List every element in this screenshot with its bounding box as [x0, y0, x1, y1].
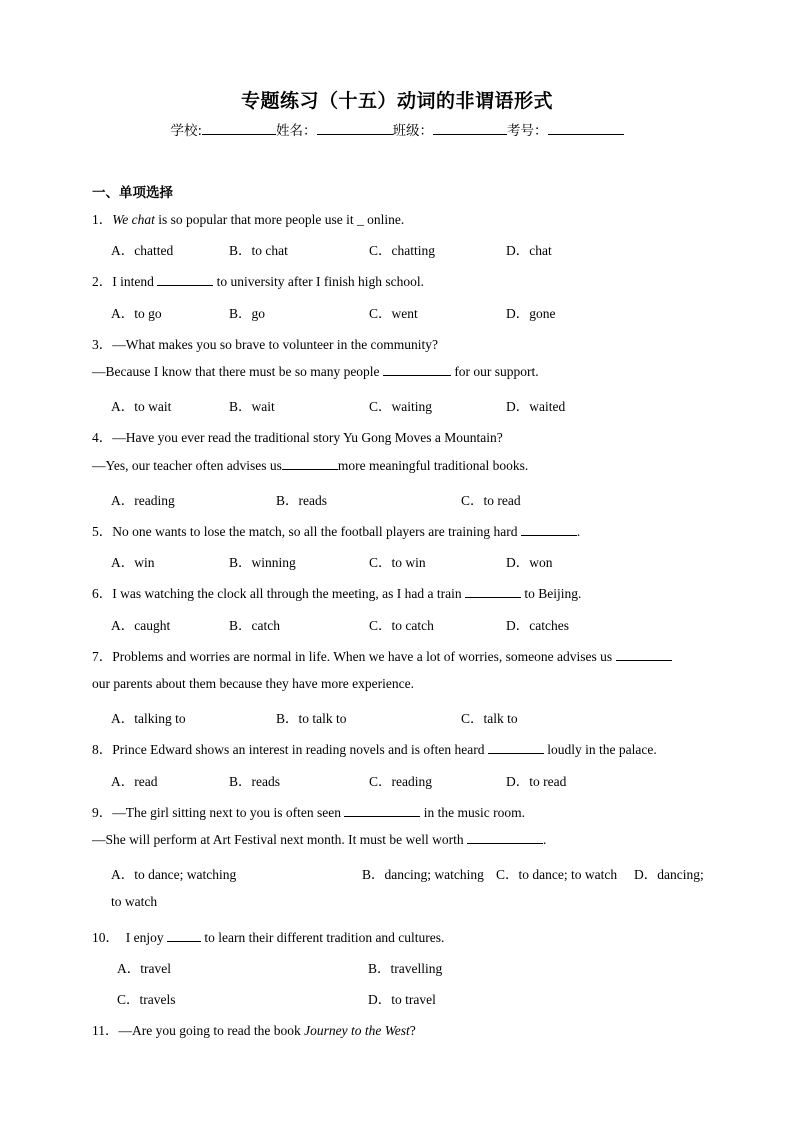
- option-b[interactable]: B．dancing; watching: [362, 867, 484, 882]
- question-number: 9．: [92, 805, 113, 820]
- option-b[interactable]: B．reads: [229, 774, 280, 789]
- class-label: 班级：: [392, 123, 434, 139]
- option-d[interactable]: D．gone: [506, 306, 556, 321]
- name-label: 姓名：: [276, 123, 317, 139]
- question-6: [92, 582, 581, 602]
- option-a[interactable]: A．read: [111, 774, 158, 789]
- answer-blank[interactable]: [521, 524, 577, 536]
- option-c[interactable]: C．waiting: [369, 399, 432, 414]
- option-a[interactable]: A．win: [111, 555, 155, 570]
- answer-blank[interactable]: [157, 274, 213, 286]
- question-text-end: to university after I finish high school.: [213, 274, 424, 289]
- question-9: [92, 801, 525, 821]
- option-d[interactable]: D．dancing;: [634, 867, 704, 882]
- question-text-end: to learn their different tradition and cultures.: [201, 930, 445, 945]
- question-3: [92, 333, 438, 353]
- question-text-end: to Beijing.: [521, 586, 582, 601]
- question-number: 8．: [92, 742, 113, 757]
- question-10: [92, 926, 444, 946]
- question-number: 10．: [92, 930, 119, 945]
- option-a[interactable]: A．to wait: [111, 399, 172, 414]
- question-1: [92, 208, 404, 228]
- question-text: is so popular that more people use it: [154, 212, 357, 227]
- question-number: 11．: [92, 1023, 119, 1038]
- question-7: [92, 645, 672, 665]
- question-text: —Because I know that there must be so many people: [92, 364, 383, 379]
- question-9-line-2: [92, 832, 546, 848]
- option-d[interactable]: D．to read: [506, 774, 567, 789]
- question-number: 2．: [92, 274, 113, 289]
- question-text: I enjoy: [125, 930, 167, 945]
- question-text: —She will perform at Art Festival next month. It must be well worth: [92, 832, 467, 847]
- option-c[interactable]: C．to dance; to watch: [496, 867, 618, 882]
- option-c[interactable]: C．chatting: [369, 243, 435, 258]
- question-number: 1．: [92, 212, 113, 227]
- option-d-continued: to watch: [111, 894, 158, 909]
- option-a[interactable]: A．travel: [117, 961, 171, 976]
- option-d[interactable]: D．chat: [506, 243, 552, 258]
- option-b[interactable]: B．travelling: [368, 961, 443, 976]
- school-label: 学校:: [170, 123, 203, 139]
- question-7-line-2: our parents about them because they have more experience.: [92, 676, 414, 691]
- exam-no-blank[interactable]: [548, 122, 624, 135]
- question-2: [92, 270, 424, 290]
- question-text-end: online.: [363, 212, 405, 227]
- answer-blank[interactable]: _: [356, 212, 364, 227]
- option-d[interactable]: D．waited: [506, 399, 566, 414]
- question-text: —Are you going to read the book: [118, 1023, 305, 1038]
- question-number: 7．: [92, 649, 113, 664]
- question-number: 3．: [92, 337, 113, 352]
- option-a[interactable]: A．reading: [111, 493, 175, 508]
- question-text-end: more meaningful traditional books.: [337, 458, 529, 473]
- question-text: —Yes, our teacher often advises us: [92, 458, 282, 473]
- option-b[interactable]: B．to chat: [229, 243, 288, 258]
- question-11: [92, 1019, 416, 1039]
- option-c[interactable]: C．went: [369, 306, 418, 321]
- option-b[interactable]: B．to talk to: [276, 711, 347, 726]
- option-a[interactable]: A．to dance; watching: [111, 867, 237, 882]
- question-text-end: in the music room.: [420, 805, 525, 820]
- question-8: [92, 738, 657, 758]
- option-a[interactable]: A．talking to: [111, 711, 186, 726]
- question-text-end: .: [576, 524, 581, 539]
- page-title: 专题练习（十五）动词的非谓语形式: [240, 90, 553, 112]
- question-text: I intend: [112, 274, 158, 289]
- option-a[interactable]: A．caught: [111, 618, 171, 633]
- answer-blank[interactable]: [167, 930, 201, 942]
- answer-blank[interactable]: [488, 742, 544, 754]
- answer-blank[interactable]: [383, 364, 451, 376]
- answer-blank[interactable]: [344, 805, 420, 817]
- answer-blank[interactable]: [465, 586, 521, 598]
- question-number: 6．: [92, 586, 113, 601]
- option-d[interactable]: D．catches: [506, 618, 569, 633]
- section-heading: 一、单项选择: [92, 185, 173, 201]
- answer-blank[interactable]: [282, 458, 338, 470]
- question-text: —What makes you so brave to volunteer in the community?: [112, 337, 439, 352]
- option-c[interactable]: C．to catch: [369, 618, 434, 633]
- option-b[interactable]: B．go: [229, 306, 266, 321]
- answer-blank[interactable]: [467, 832, 543, 844]
- option-b[interactable]: B．reads: [276, 493, 327, 508]
- book-title: Journey to the West: [304, 1023, 410, 1038]
- option-c[interactable]: C．travels: [117, 992, 176, 1007]
- class-blank[interactable]: [433, 122, 507, 135]
- option-c[interactable]: C．to win: [369, 555, 426, 570]
- option-b[interactable]: B．wait: [229, 399, 275, 414]
- question-text-end: ?: [409, 1023, 416, 1038]
- name-blank[interactable]: [317, 122, 393, 135]
- option-b[interactable]: B．catch: [229, 618, 280, 633]
- option-c[interactable]: C．to read: [461, 493, 521, 508]
- question-text: —The girl sitting next to you is often seen: [112, 805, 345, 820]
- question-number: 4．: [92, 430, 113, 445]
- question-text: Problems and worries are normal in life. When we have a lot of worries, someone advises us: [112, 649, 616, 664]
- option-a[interactable]: A．chatted: [111, 243, 174, 258]
- exam-no-label: 考号：: [507, 123, 548, 139]
- question-number: 5．: [92, 524, 113, 539]
- option-b[interactable]: B．winning: [229, 555, 296, 570]
- school-blank[interactable]: [202, 122, 276, 135]
- question-text: Prince Edward shows an interest in reading novels and is often heard: [112, 742, 488, 757]
- question-italic-text: We chat: [112, 212, 155, 227]
- student-info-line: [0, 119, 794, 139]
- question-5: [92, 520, 580, 540]
- question-text-end: loudly in the palace.: [543, 742, 657, 757]
- question-4: [92, 426, 503, 446]
- question-text: I was watching the clock all through the meeting, as I had a train: [112, 586, 466, 601]
- question-text-end: for our support.: [450, 364, 539, 379]
- option-c[interactable]: C．reading: [369, 774, 432, 789]
- option-d[interactable]: D．won: [506, 555, 553, 570]
- option-d[interactable]: D．to travel: [368, 992, 436, 1007]
- answer-blank[interactable]: [616, 649, 672, 661]
- question-3-line-2: [92, 364, 539, 380]
- option-a[interactable]: A．to go: [111, 306, 162, 321]
- question-4-line-2: [92, 458, 528, 474]
- question-text: —Have you ever read the traditional story Yu Gong Moves a Mountain?: [112, 430, 503, 445]
- question-text-end: .: [542, 832, 547, 847]
- option-c[interactable]: C．talk to: [461, 711, 518, 726]
- question-text: No one wants to lose the match, so all the football players are training hard: [112, 524, 521, 539]
